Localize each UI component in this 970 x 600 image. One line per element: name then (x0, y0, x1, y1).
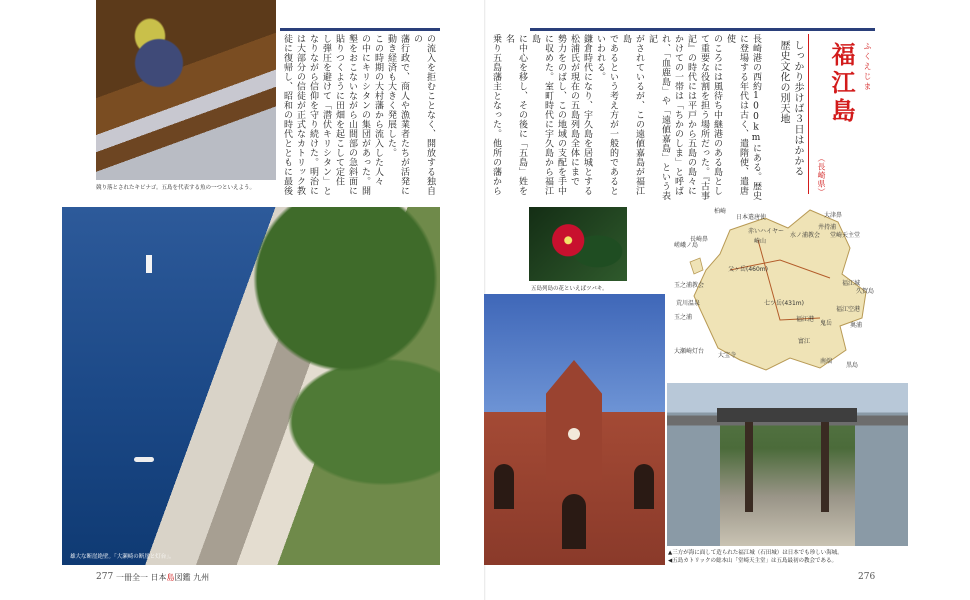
map-label: 水ノ浦教会 (790, 232, 821, 239)
right-body-col-12: 松浦氏が現在の五島列島全体にまで (569, 34, 579, 186)
right-body-col-15: に中心を移し、その後に「五島」姓を名 (504, 34, 527, 196)
gate-post-right-shape (821, 422, 829, 512)
map-label: 赤いハイヤー (748, 228, 785, 235)
right-body-col-6: かけての一帯は「ちかのしま」と呼ば (673, 34, 683, 196)
map-label: 福江空港 (836, 306, 861, 313)
right-body-col-16: 乗り五島藩主となった。他所の藩から (491, 34, 501, 196)
church-clock-shape (568, 428, 580, 440)
right-top-rule (530, 28, 875, 31)
map-label: 玉之浦 (674, 314, 693, 321)
left-body-col-4: この時期の大村藩から流入した人々 (373, 34, 383, 186)
left-body-text (284, 34, 436, 202)
church-tower-shape (546, 360, 602, 480)
map-label: 崎山 (754, 238, 767, 245)
map-label: 南端 (820, 358, 833, 365)
title-ruby: ふくえじま (863, 42, 872, 92)
title-prefecture: （長崎県） (817, 154, 826, 197)
left-body-col-3: 動き経済も大きく発展した。 (386, 34, 396, 158)
right-body-text (491, 34, 762, 202)
castle-gate-photo (667, 383, 908, 546)
island-map (670, 200, 880, 375)
title-block (808, 34, 879, 197)
running-head-title-b: 図鑑 (174, 573, 191, 582)
left-body-col-9: なりながら信仰を守り続けた。明治に (308, 34, 318, 196)
map-label: 柏崎 (714, 208, 727, 215)
map-label: 富江 (798, 338, 811, 345)
map-label: 大宝寺 (718, 352, 737, 359)
map-label: 日本遣唐使 (736, 214, 767, 221)
lead-text (768, 40, 804, 190)
map-label: 七ツ岳(431m) (764, 300, 804, 307)
right-body-col-10: いわれる。 (595, 34, 605, 82)
running-head-prefix: 一冊全一 (116, 573, 148, 582)
running-head-title-em: 島 (166, 573, 175, 582)
map-label: 鬼岳 (820, 320, 833, 327)
fish-market-photo (96, 0, 276, 180)
cliff-lighthouse-photo (62, 207, 440, 565)
map-label: 奥浦 (850, 322, 863, 329)
right-body-col-4: て重要な役割を担う場所だった。『古事 (699, 34, 709, 201)
running-head-title-a: 日本 (150, 573, 167, 582)
church-window-right-shape (634, 464, 654, 509)
map-label: 長崎鼻 (690, 236, 709, 243)
cliff-caption: 雄大な断崖絶壁。「大瀬崎の断崖と灯台」。 (70, 554, 175, 560)
left-body-col-5: の中にキリシタンの集団があった。開 (360, 34, 370, 196)
right-body-col-5: 記』の時代には平戸から五島の島々に (686, 34, 696, 196)
running-head-region: 九州 (193, 573, 210, 582)
lead-line-1: しっかり歩けば３日はかかる (792, 40, 803, 177)
left-top-rule (280, 28, 440, 31)
right-body-col-7: れ、「血鹿島」や「遠値嘉島」という表記 (647, 34, 670, 201)
map-label: 荒川温泉 (676, 300, 701, 307)
gate-caption-1: ▲三方が海に面して造られた福江城（石田城）は日本でも珍しい海城。 (668, 550, 843, 556)
right-body-col-8: がされているが、この遠値嘉島が福江島 (621, 34, 644, 196)
map-label: 大瀬崎灯台 (674, 348, 705, 355)
fish-caption: 競り落とされたキビナゴ。五島を代表する魚の一つといえよう。 (96, 185, 256, 191)
map-label: 久賀島 (856, 288, 875, 295)
camellia-caption: 五島列島の花といえばツバキ。 (531, 286, 608, 292)
right-body-col-3: のころには風待ち中継港のある島とし (712, 34, 722, 196)
right-folio: 276 (858, 572, 876, 582)
gate-roof-shape (717, 408, 857, 422)
left-folio: 277 (96, 572, 114, 582)
map-label: 福江港 (796, 316, 815, 323)
map-label: 黒島 (846, 362, 859, 369)
lead-line-2: 歴史文化の別天地 (778, 40, 789, 124)
right-body-col-2: に登場する年代は古く、遣隋使、遣唐使 (725, 34, 748, 196)
church-photo (484, 294, 665, 565)
left-body-col-10: は大部分の信徒が正式なカトリック教 (295, 34, 305, 196)
map-label: 玉之浦教会 (674, 282, 705, 289)
gate-post-left-shape (745, 422, 753, 512)
lighthouse-shape (146, 255, 152, 273)
map-label: 嵯峨ノ島 (674, 242, 699, 249)
left-body-col-6: 墾をおこないながら山間部の急斜面に (347, 34, 357, 196)
left-body-col-2: 藩行政で、商人や漁業者たちが活発に (399, 34, 409, 196)
map-label: 福江城 (842, 280, 861, 287)
gate-caption-2: ◀五島カトリックの総本山「堂崎天主堂」は五島最初の教会である。 (668, 558, 838, 564)
right-body-col-9: であるという考え方が一般的であると (608, 34, 618, 196)
running-head (116, 572, 209, 583)
right-body-col-14: に収めた。室町時代に宇久島から福江島 (530, 34, 553, 196)
boat-shape (134, 457, 154, 462)
map-label: 井持浦 (818, 224, 837, 231)
left-body-col-11: 徒に復帰し、昭和の時代とともに最後 (282, 34, 292, 196)
church-door-shape (562, 494, 586, 549)
map-label: 大津鼻 (824, 212, 843, 219)
left-body-col-8: し弾圧を避けて「潜伏キリシタン」と (321, 34, 331, 196)
camellia-photo (529, 207, 627, 281)
map-label: 父ヶ岳(460m) (728, 266, 768, 273)
page-title: 福江島 (827, 42, 856, 126)
map-label: 堂崎天主堂 (830, 232, 861, 239)
small-island-shape (690, 258, 703, 274)
right-body-col-13: 勢力をのばし、この地域の支配を手中 (556, 34, 566, 196)
left-body-col-1: の流入を拒むことなく、開放する独自の (412, 34, 435, 196)
right-body-col-11: 鎌倉時代になり、宇久島を居城とする (582, 34, 592, 196)
church-window-left-shape (494, 464, 514, 509)
left-body-col-7: 貼りつくように田畑を起こして定住 (334, 34, 344, 186)
right-body-col-1: 長崎港の西約100kmにある。歴史 (751, 34, 761, 201)
